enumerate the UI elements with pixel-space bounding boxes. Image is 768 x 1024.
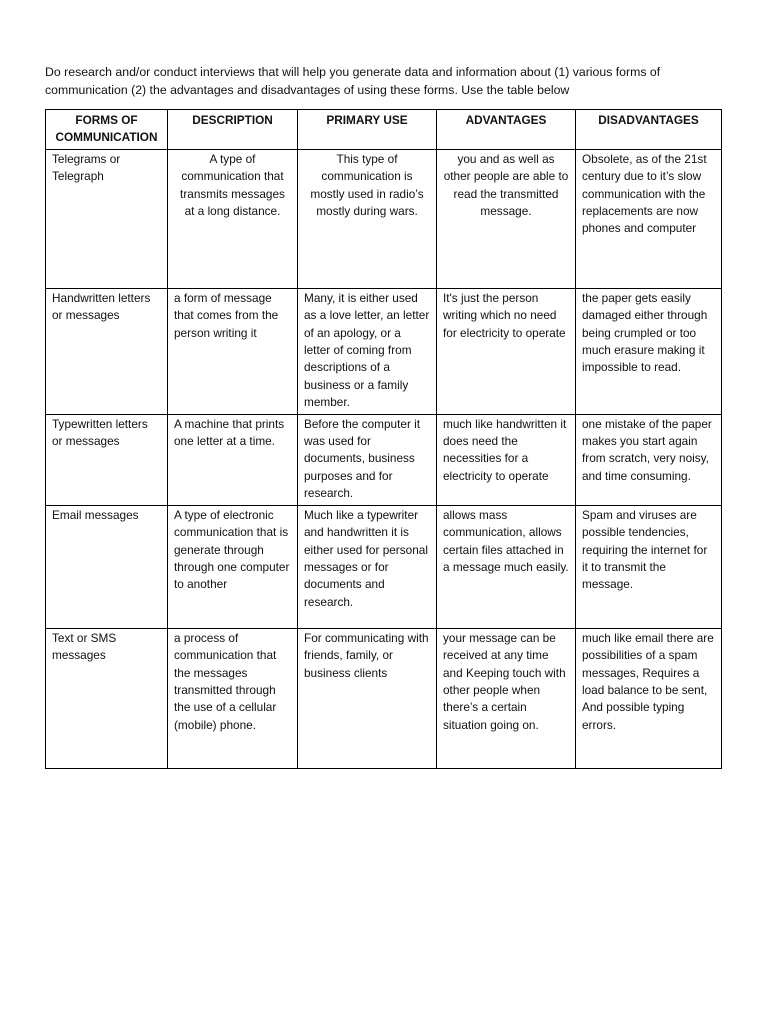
cell-description: a form of message that comes from the person writing it (168, 288, 298, 414)
table-row (46, 288, 722, 414)
cell-description: A type of communication that transmits messages at a long distance. (168, 149, 298, 288)
table-row (46, 149, 722, 288)
cell-form: Telegrams or Telegraph (46, 149, 168, 288)
cell-form: Email messages (46, 505, 168, 628)
cell-description: A machine that prints one letter at a time. (168, 414, 298, 505)
header-forms: FORMS OF COMMUNICATION (46, 110, 168, 150)
cell-disadvantages: Obsolete, as of the 21st century due to it’s slow communication with the replacements are now phones and computer (576, 149, 722, 288)
cell-advantages: your message can be received at any time and Keeping touch with other people when there’s a certain situation going on. (437, 628, 576, 768)
cell-form: Text or SMS messages (46, 628, 168, 768)
cell-disadvantages: Spam and viruses are possible tendencies, requiring the internet for it to transmit the message. (576, 505, 722, 628)
cell-primary-use: This type of communication is mostly used in radio’s mostly during wars. (298, 149, 437, 288)
table-row (46, 414, 722, 505)
cell-description: A type of electronic communication that is generate through through one computer to another (168, 505, 298, 628)
cell-advantages: much like handwritten it does need the necessities for a electricity to operate (437, 414, 576, 505)
cell-primary-use: Before the computer it was used for documents, business purposes and for research. (298, 414, 437, 505)
table-row (46, 505, 722, 628)
instructions-text: Do research and/or conduct interviews that will help you generate data and information about (1) various forms of communication (2) the advantages and disadvantages of using these forms. Use the table below (45, 65, 661, 97)
cell-description: a process of communication that the messages transmitted through the use of a cellular (mobile) phone. (168, 628, 298, 768)
header-primary-use: PRIMARY USE (298, 110, 437, 150)
table-row (46, 628, 722, 768)
cell-disadvantages: the paper gets easily damaged either through being crumpled or too much erasure making it impossible to read. (576, 288, 722, 414)
communication-forms-table (45, 109, 722, 769)
cell-primary-use: Much like a typewriter and handwritten it is either used for personal messages or for documents and research. (298, 505, 437, 628)
cell-advantages: you and as well as other people are able to read the transmitted message. (437, 149, 576, 288)
header-advantages: ADVANTAGES (437, 110, 576, 150)
table-header-row (46, 110, 722, 150)
cell-primary-use: For communicating with friends, family, or business clients (298, 628, 437, 768)
cell-disadvantages: much like email there are possibilities of a spam messages, Requires a load balance to be sent, And possible typing errors. (576, 628, 722, 768)
header-description: DESCRIPTION (168, 110, 298, 150)
cell-advantages: allows mass communication, allows certain files attached in a message much easily. (437, 505, 576, 628)
header-disadvantages: DISADVANTAGES (576, 110, 722, 150)
cell-advantages: It's just the person writing which no need for electricity to operate (437, 288, 576, 414)
cell-disadvantages: one mistake of the paper makes you start again from scratch, very noisy, and time consuming. (576, 414, 722, 505)
cell-primary-use: Many, it is either used as a love letter, an letter of an apology, or a letter of coming from descriptions of a business or a family member. (298, 288, 437, 414)
cell-form: Handwritten letters or messages (46, 288, 168, 414)
cell-form: Typewritten letters or messages (46, 414, 168, 505)
